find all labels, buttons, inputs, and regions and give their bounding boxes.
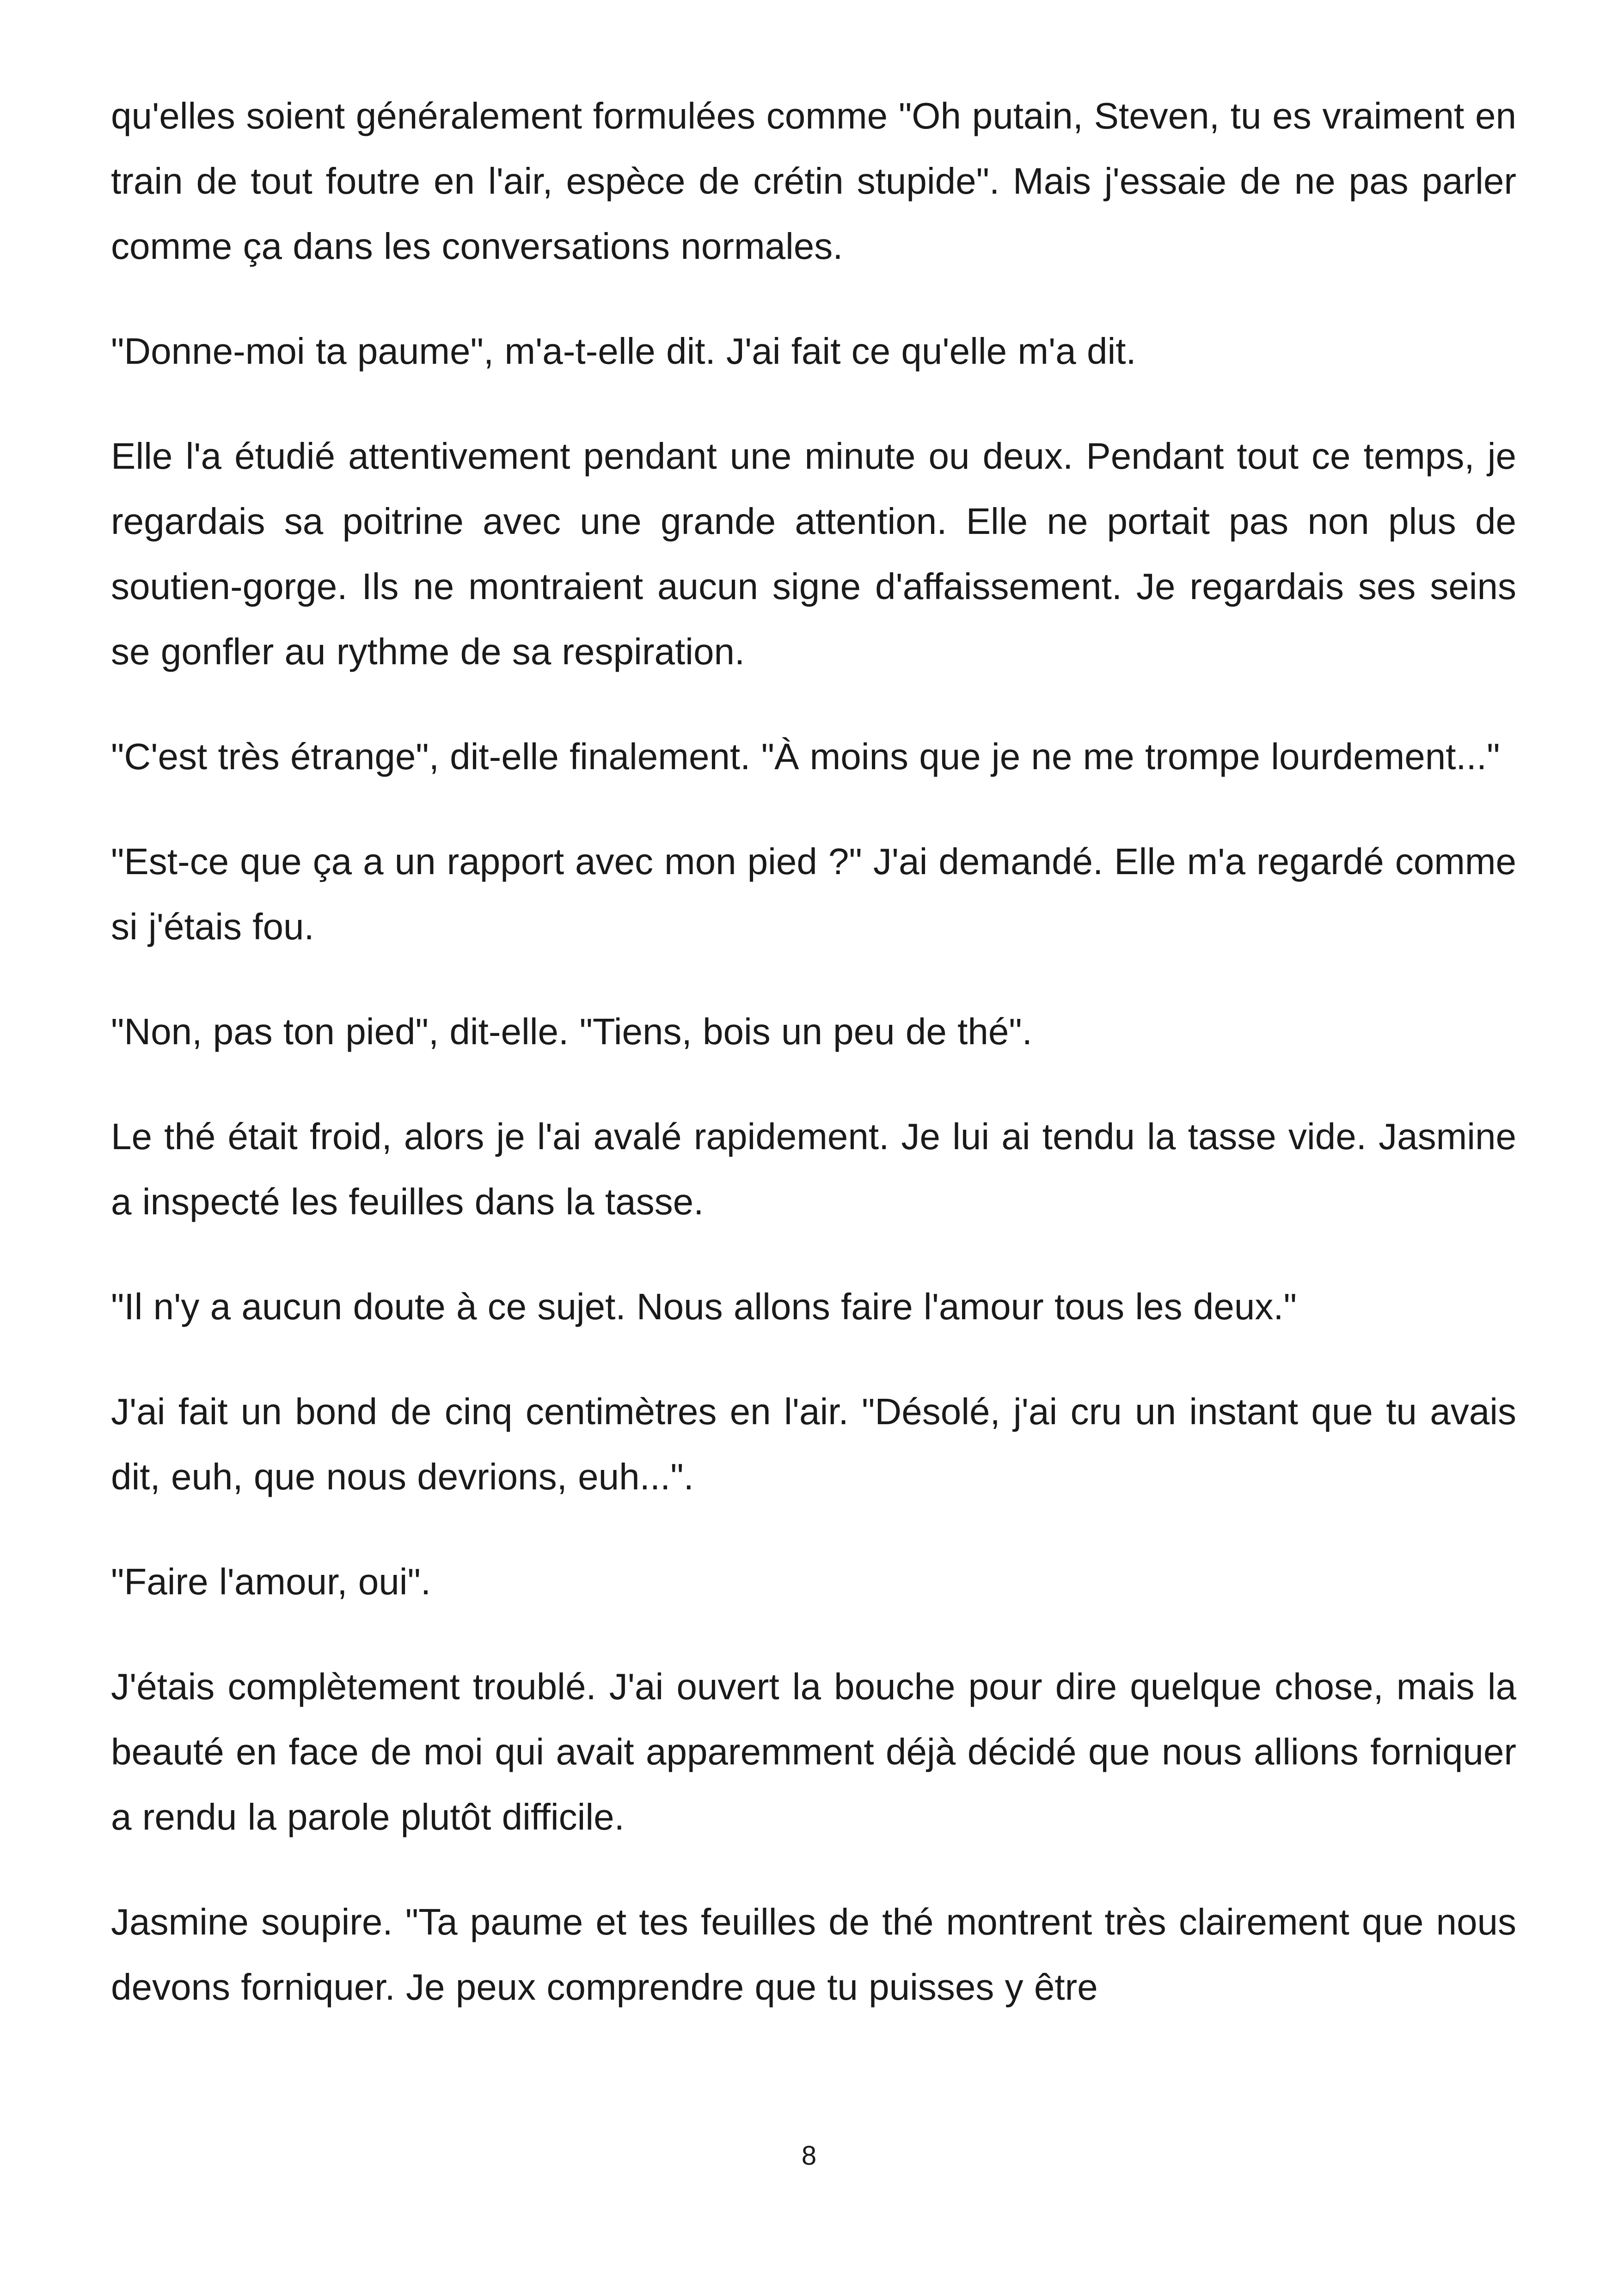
paragraph-12: Jasmine soupire. "Ta paume et tes feuilles de thé montrent très clairement que nous devons forniquer. Je peux comprendre que tu puisses y être (111, 1901, 1516, 2008)
paragraph-1: qu'elles soient généralement formulées comme "Oh putain, Steven, tu es vraiment en train de tout foutre en l'air, espèce de crétin stupide". Mais j'essaie de ne pas parler comme ça dans les conversations normales. (111, 95, 1516, 267)
paragraph-6: "Non, pas ton pied", dit-elle. "Tiens, bois un peu de thé". (111, 1011, 1032, 1052)
paragraph-9: J'ai fait un bond de cinq centimètres en l'air. "Désolé, j'ai cru un instant que tu avais dit, euh, que nous devrions, euh...". (111, 1391, 1516, 1497)
paragraph-11: J'étais complètement troublé. J'ai ouvert la bouche pour dire quelque chose, mais la beauté en face de moi qui avait apparemment déjà décidé que nous allions forniquer a rendu la parole plutôt difficile. (111, 1666, 1516, 1837)
paragraph-3: Elle l'a étudié attentivement pendant une minute ou deux. Pendant tout ce temps, je regardais sa poitrine avec une grande attention. Elle ne portait pas non plus de soutien-gorge. Ils ne montraient aucun signe d'affaissement. Je regardais ses seins se gonfler au rythme de sa respiration. (111, 435, 1516, 672)
page-number: 8 (801, 2141, 817, 2171)
paragraph-5: "Est-ce que ça a un rapport avec mon pied ?" J'ai demandé. Elle m'a regardé comme si j'étais fou. (111, 841, 1516, 947)
paragraph-4: "C'est très étrange", dit-elle finalement. "À moins que je ne me trompe lourdement..." (111, 736, 1500, 777)
paragraph-8: "Il n'y a aucun doute à ce sujet. Nous allons faire l'amour tous les deux." (111, 1286, 1297, 1327)
body-text (111, 83, 1516, 2059)
paragraph-2: "Donne-moi ta paume", m'a-t-elle dit. J'ai fait ce qu'elle m'a dit. (111, 331, 1136, 372)
paragraph-7: Le thé était froid, alors je l'ai avalé rapidement. Je lui ai tendu la tasse vide. Jasmine a inspecté les feuilles dans la tasse. (111, 1116, 1516, 1222)
paragraph-10: "Faire l'amour, oui". (111, 1561, 431, 1602)
